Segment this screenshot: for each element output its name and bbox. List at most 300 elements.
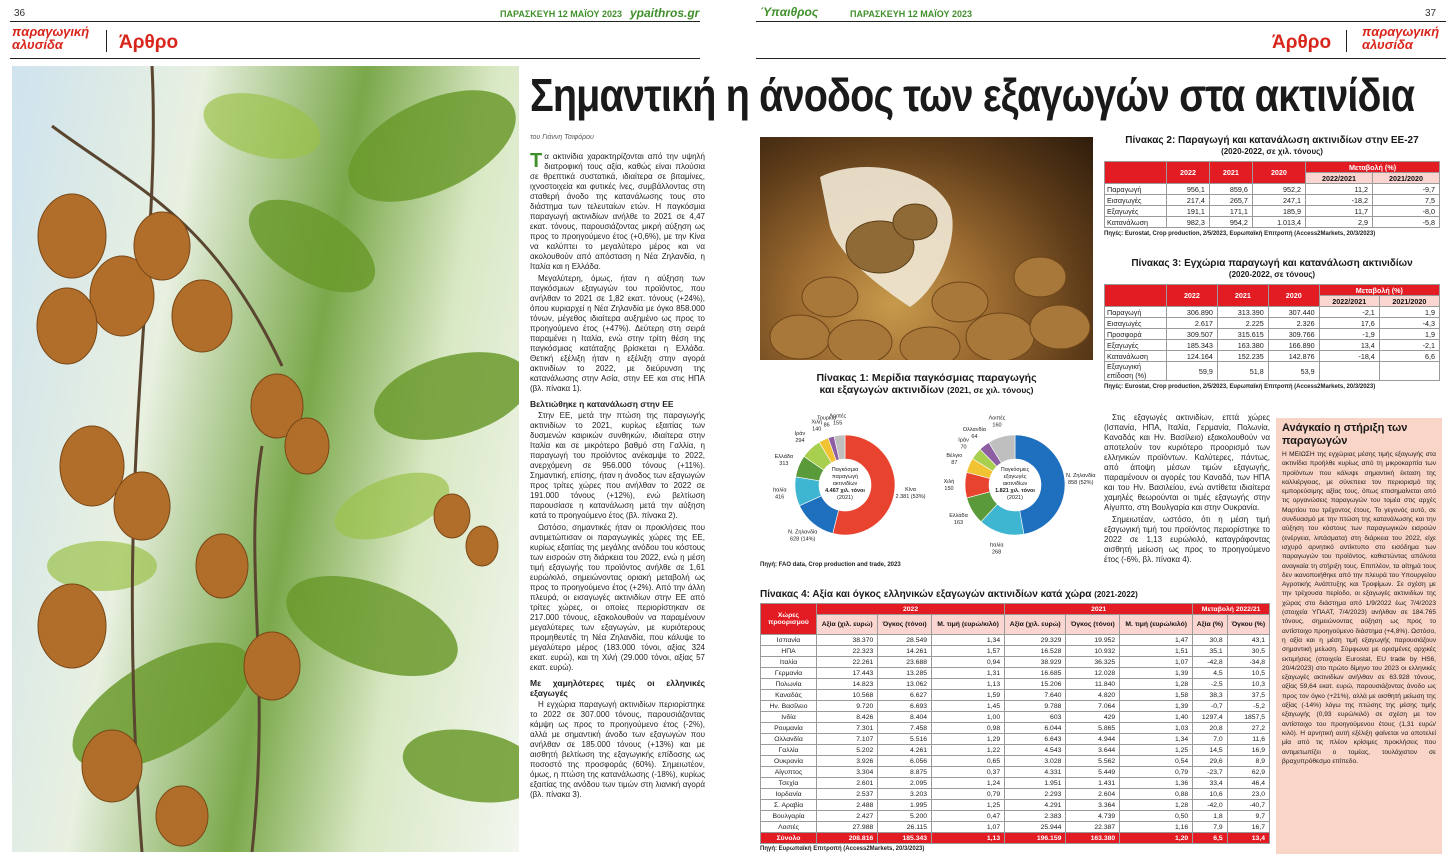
table-4-title-row	[760, 589, 1270, 600]
table-4-cell: 1,34	[932, 635, 1005, 646]
table-4-cell: 7.107	[817, 734, 878, 745]
table-3-year: 2020	[1268, 285, 1319, 307]
right-date: ΠΑΡΑΣΚΕΥΗ 12 ΜΑΪΟΥ 2023	[850, 9, 973, 19]
table-4-year-2022: 2022	[817, 604, 1005, 615]
table-2-cell: 952,2	[1252, 184, 1305, 195]
table-4-cell: 14.823	[817, 679, 878, 690]
table-4-country: Ην. Βασίλειο	[761, 701, 817, 712]
table-4-country: Λοιπές	[761, 822, 817, 833]
table-4-cell: 1,03	[1120, 723, 1193, 734]
table-4-country: Ιορδανία	[761, 789, 817, 800]
table-4-row	[761, 800, 1270, 811]
table-3-cell: 152.235	[1217, 351, 1268, 362]
exports-donut-slice-value: 268	[991, 549, 1002, 556]
table-4	[760, 603, 1270, 844]
table-4-cell: 4.739	[1066, 811, 1120, 822]
article-paragraph-5: Η εγχώρια παραγωγή ακτινιδίων περιορίστηκε το 2022 σε 307.000 τόνους, παρουσιάζοντας κάμψη ως προς το προηγούμενο έτος (-2%), αλλά με σημαντική άνοδο των εξαγωγών που ανήλθαν σε 185.000 τόνους (+13%) και με αισθητή βελτίωση της εξαγωγικής επίδοσης ως ποσοστό της προσφοράς (60%). Σημειωτέον, όμως, η πτώση της κατανάλωσης (-18%), κυρίως εξαιτίας της ανόδου των τιμών στη λιανική αγορά (βλ. πίνακα 3).	[530, 700, 705, 799]
table-2-subtitle: (2020-2022, σε χιλ. τόνους)	[1221, 147, 1323, 156]
table-4-title-unit: (2021-2022)	[1094, 590, 1138, 599]
table-4-cell: 4.543	[1005, 745, 1066, 756]
table-2-change-col: 2022/2021	[1306, 173, 1373, 184]
table-3-title: Πίνακας 3: Εγχώρια παραγωγή και κατανάλωση ακτινιδίων	[1131, 258, 1413, 269]
table-2-row	[1105, 195, 1440, 206]
table-4-change-head: Μεταβολή 2022/21	[1193, 604, 1270, 615]
table-2-title: Πίνακας 2: Παραγωγή και κατανάλωση ακτινιδίων στην ΕΕ-27	[1125, 135, 1419, 146]
kiwi-harvest-photo	[760, 137, 1093, 360]
table-4-cell: 27.988	[817, 822, 878, 833]
table-4-cell: 13.285	[878, 668, 932, 679]
table-4-cell: 1,00	[932, 712, 1005, 723]
table-2-row-label: Παραγωγή	[1105, 184, 1167, 195]
table-3-row-label: Εισαγωγές	[1105, 318, 1167, 329]
production-donut-center-text: (2021)	[837, 495, 853, 501]
table-2-cell: -5,8	[1373, 217, 1440, 228]
sidebox-text: Η ΜΕΙΩΣΗ της εγχώριας μέσης τιμής εξαγωγής στα ακτινίδια προήλθε κυρίως από τη μικροκαρπία των προϊόντων που κάλυψε σημαντική έκταση της καλλιέργειας, με σύνεπεια τον περιορισμό της εμπορεύσιμης αξίας τους, όπως επισημαίνεται από τις οργανώσεις παραγωγών του τομέα στις αρχές Μαρτίου του τρέχοντος έτους. Το γεγονός αυτό, σε συνδυασμό με την πτώση της κατανάλωσης και την αύξηση του κόστους των παραγωγικών εισροών (ενέργεια, λιπάσματα) στη διάρκεια του 2022, είχε ισχυρό αρνητικό αντίκτυπο στο εισόδημα των παραγωγών του προϊόντος, καθιστώντας απόλυτα αναγκαία τη στήριξη τους. Επιπλέον, τα αίτημά τους δεν ικανοποιήθηκε από την πλευρά του Υπουργείου Αγροτικής Ανάπτυξης και Τροφίμων. Σε σχέση με την τρέχουσα περίοδο, οι εξαγωγές ακτινιδίων της χώρας στο διάστημα από 1/9/2022 έως 7/4/2023 (στοιχεία ΥΠΑΑΤ, 7/4/2023) ανήλθαν σε 184.765 τόνους, σημειώνοντας αύξηση ως προς το αντίστοιχο προηγούμενο διάστημα (+4,8%). Ωστόσο, η αξία και η μέση τιμή εξαγωγής παρουσιάζουν σημαντική μείωση. Σύμφωνα με ορισμένες αρχικές εκτιμήσεις (στοιχεία Eurostat, EU trade by HS6, 20/4/2023) στο πρώτο δίμηνο του 2023 οι ελληνικές εξαγωγές ακτινιδίων ανήλθαν σε 63.928 τόνους, αξίας 59,64 εκατ. ευρώ, παρουσιάζοντας άνοδο ως προς τον όγκο (+21%), αλλά με αισθητή μείωση της αξίας (-14%) λόγω της πτώσης της μέσης τιμής εξαγωγής (0,93 ευρώ/κιλό) σε σχέση με τον αντίστοιχο του προηγούμενου έτους (1,31 ευρώ/κιλό). Η αρνητική αυτή εξέλιξη φαίνεται να αποτελεί μία από τις πλέον κρίσιμες προκλήσεις που αντιμετωπίζει ο τομέας, τουλάχιστον σε βραχυπρόθεσμο επίπεδο.	[1282, 451, 1436, 765]
table-4-row	[761, 679, 1270, 690]
table-4-cell: 1,8	[1193, 811, 1227, 822]
table-4-country: Ρουμανία	[761, 723, 817, 734]
table-4-total-cell: 6,5	[1193, 833, 1227, 844]
table-3	[1104, 284, 1440, 381]
table-3-cell: 51,8	[1217, 362, 1268, 381]
table-4-row	[761, 723, 1270, 734]
table-2-cell: -8,0	[1373, 206, 1440, 217]
table-4-cell: 10.932	[1066, 646, 1120, 657]
table-3-cell: 6,6	[1379, 351, 1439, 362]
table-4-country: Καναδάς	[761, 690, 817, 701]
left-date: ΠΑΡΑΣΚΕΥΗ 12 ΜΑΪΟΥ 2023	[500, 9, 623, 19]
table-4-cell: 4.261	[878, 745, 932, 756]
table-4-cell: 1.951	[1005, 778, 1066, 789]
table-4-cell: -23,7	[1193, 767, 1227, 778]
table-4-row	[761, 734, 1270, 745]
table-3-cell: 1,9	[1379, 307, 1439, 318]
production-donut-slice-label: Λοιπές	[829, 413, 847, 420]
table-2-cell: -18,2	[1306, 195, 1373, 206]
table-4-cell: 1,58	[1120, 690, 1193, 701]
exports-donut-chart	[930, 405, 1100, 565]
table-4-cell: 1,45	[932, 701, 1005, 712]
production-donut-slice-value: 155	[833, 420, 843, 427]
kiwi-vine-illustration	[12, 66, 519, 852]
article-paragraph-6: Στις εξαγωγές ακτινιδίων, επτά χώρες (Ισπανία, ΗΠΑ, Ιταλία, Γερμανία, Πολωνία, Καναδάς και Ην. Βασίλειο) εξακολουθούν να αποτελούν τον κυριότερο προορισμό των ελληνικών προϊόντων. Καλύτερες, πάντως, από άποψη μέσων τιμών εξαγωγής, παραμένουν οι αγορές του Καναδά, των ΗΠΑ και του Ην. Βασιλείου, ενώ αντίθετα ιδιαίτερα χαμηλές θεωρούνται οι τιμές εξαγωγής στην Αίγυπτο, στη Βουλγαρία και στην Ουκρανία.	[1104, 413, 1270, 512]
table-2-year: 2021	[1209, 162, 1252, 184]
table-4-cell: 1,13	[932, 679, 1005, 690]
exports-donut-slice-label: Ολλανδία	[962, 426, 986, 433]
exports-donut-slice-value: 150	[944, 486, 954, 493]
table-4-cell: 29.329	[1005, 635, 1066, 646]
brand-line-2: αλυσίδα	[12, 37, 63, 52]
table-4-cell: -42,0	[1193, 800, 1227, 811]
table-3-row	[1105, 362, 1440, 381]
table-4-subhead: Μ. τιμή (ευρώ/κιλό)	[932, 615, 1005, 635]
table-4-dest-head: Χώρες προορισμού	[761, 604, 817, 635]
table-2-cell: -9,7	[1373, 184, 1440, 195]
table-4-row	[761, 668, 1270, 679]
table-2-row-label: Κατανάλωση	[1105, 217, 1167, 228]
table-4-cell: -5,2	[1227, 701, 1269, 712]
table-3-cell: 2.617	[1167, 318, 1218, 329]
kiwi-vine-photo	[12, 66, 519, 852]
table-2-cell: 2,9	[1306, 217, 1373, 228]
table-3-cell: -18,4	[1319, 351, 1379, 362]
table-4-cell: 46,4	[1227, 778, 1269, 789]
table-3-cell: 59,9	[1167, 362, 1218, 381]
production-donut-center-text: Παγκόσμια	[831, 467, 859, 473]
table-4-cell: 30,8	[1193, 635, 1227, 646]
table-2-cell: 171,1	[1209, 206, 1252, 217]
table-4-cell: 1857,5	[1227, 712, 1269, 723]
table-4-cell: 3.203	[878, 789, 932, 800]
table-4-cell: 5.865	[1066, 723, 1120, 734]
table-3-subtitle: (2020-2022, σε τόνους)	[1228, 270, 1316, 279]
table-4-cell: 28.549	[878, 635, 932, 646]
table-4-cell: 33,4	[1193, 778, 1227, 789]
table-3-cell: 142.876	[1268, 351, 1319, 362]
table-4-total-label: Σύνολο	[761, 833, 817, 844]
table-4-block	[760, 589, 1270, 852]
table-4-cell: 11.840	[1066, 679, 1120, 690]
table-2-cell: 954,2	[1209, 217, 1252, 228]
table-4-cell: 1,34	[1120, 734, 1193, 745]
table-4-row	[761, 811, 1270, 822]
table-4-cell: 1,51	[1120, 646, 1193, 657]
table-4-cell: 62,9	[1227, 767, 1269, 778]
table-4-cell: 7,0	[1193, 734, 1227, 745]
chart-source: Πηγή: FAO data, Crop production and trade, 2023	[760, 562, 901, 568]
table-4-row	[761, 756, 1270, 767]
table-4-country: Σ. Αραβία	[761, 800, 817, 811]
table-4-row	[761, 789, 1270, 800]
production-donut-slice-label: Ν. Ζηλανδία	[787, 529, 818, 536]
table-4-cell: 9.720	[817, 701, 878, 712]
table-4-cell: 2.604	[1066, 789, 1120, 800]
table-4-cell: -42,8	[1193, 657, 1227, 668]
article-paragraph-1: α ακτινίδια χαρακτηρίζονται από την υψηλή διατροφική τους αξία, καθώς είναι πλούσια σε θρεπτικά συστατικά, ιδιαίτερα σε βιταμίνες, ιχνοστοιχεία και φυτικές ίνες, συμβάλλοντας στη σταθερή άνοδο της κατανάλωσης τους στο διάστημα των τελευταίων ετών. Η παγκόσμια παραγωγή ακτινιδίων ανήλθε το 2021 σε 4,47 εκατ. τόνους, παρουσιάζοντας μικρή αύξηση ως προς το προηγούμενο έτος (+0,6%), με την Κίνα να καλύπτει το μεγαλύτερο μέρος και να ακολουθούν από απόσταση η Νέα Ζηλανδία, η Ιταλία και η Ελλάδα.	[530, 152, 705, 271]
table-4-cell: 29,6	[1193, 756, 1227, 767]
table-4-row	[761, 767, 1270, 778]
table-3-cell: 124.164	[1167, 351, 1218, 362]
table-4-country: ΗΠΑ	[761, 646, 817, 657]
table-2-row	[1105, 217, 1440, 228]
table-2-cell: 1.013,4	[1252, 217, 1305, 228]
table-4-country: Τσεχία	[761, 778, 817, 789]
table-4-cell: 0,47	[932, 811, 1005, 822]
table-4-cell: 22.261	[817, 657, 878, 668]
table-2-cell: 191,1	[1167, 206, 1210, 217]
table-4-cell: -40,7	[1227, 800, 1269, 811]
table-3-cell: 53,9	[1268, 362, 1319, 381]
table-3-cell: 2.326	[1268, 318, 1319, 329]
table-4-total-cell: 208.816	[817, 833, 878, 844]
production-donut-slice-value: 313	[779, 461, 789, 468]
exports-donut-slice-label: Ιταλία	[989, 542, 1004, 549]
table-2-change-head: Μεταβολή (%)	[1306, 162, 1440, 173]
left-section-brand	[12, 25, 89, 51]
table-2-block	[1104, 135, 1440, 237]
left-header-rule	[10, 21, 700, 22]
table-3-cell: 185.343	[1167, 340, 1218, 351]
table-2-source: Πηγές: Eurostat, Crop production, 2/5/2023, Ευρωπαϊκή Επιτροπή (Access2Markets, 20/3/2023)	[1104, 231, 1376, 237]
table-4-cell: 14,5	[1193, 745, 1227, 756]
table-3-source: Πηγές: Eurostat, Crop production, 2/5/2023, Ευρωπαϊκή Επιτροπή (Access2Markets, 20/3/2023)	[1104, 384, 1376, 390]
production-donut-slice-value: 628 (14%)	[790, 536, 816, 543]
table-4-cell: 3.028	[1005, 756, 1066, 767]
table-4-cell: 11,6	[1227, 734, 1269, 745]
exports-donut-center-text: (2021)	[1007, 495, 1023, 501]
table-4-subhead: Όγκος (τόνοι)	[878, 615, 932, 635]
production-donut-slice-value: 2.381 (53%)	[895, 494, 926, 501]
table-4-cell: 4,5	[1193, 668, 1227, 679]
table-4-cell: 1.431	[1066, 778, 1120, 789]
table-4-cell: 2.601	[817, 778, 878, 789]
table-4-cell: 7.458	[878, 723, 932, 734]
table-4-subhead: Αξία (χιλ. ευρώ)	[1005, 615, 1066, 635]
brand-line-2: αλυσίδα	[1362, 37, 1413, 52]
table-4-cell: 1,16	[1120, 822, 1193, 833]
exports-donut-center-text: 1.821 χιλ. τόνοι	[995, 488, 1035, 494]
exports-donut-slice-label: Ελλάδα	[949, 513, 968, 520]
table-3-cell: -1,9	[1319, 329, 1379, 340]
table-3-cell: 307.440	[1268, 307, 1319, 318]
table-3-cell	[1319, 362, 1379, 381]
table-4-cell: 603	[1005, 712, 1066, 723]
table-4-total-cell: 1,13	[932, 833, 1005, 844]
table-4-cell: 7.640	[1005, 690, 1066, 701]
table-4-cell: 1,25	[932, 800, 1005, 811]
table-2-cell: 11,7	[1306, 206, 1373, 217]
table-4-total-cell: 163.380	[1066, 833, 1120, 844]
table-4-cell: 20,8	[1193, 723, 1227, 734]
table-3-cell: 315.615	[1217, 329, 1268, 340]
left-header-divider	[106, 30, 107, 52]
production-donut-chart	[760, 405, 930, 565]
table-4-cell: 5.449	[1066, 767, 1120, 778]
table-4-cell: 1,31	[932, 668, 1005, 679]
table-4-total-cell: 1,20	[1120, 833, 1193, 844]
article-paragraph-4: Ωστόσο, σημαντικές ήταν οι προκλήσεις που αντιμετώπισαν οι παραγωγικές χώρες της ΕΕ, κυρίως εξαιτίας της μεγάλης ανόδου του κόστους των εισροών στη διάρκεια του 2022, ενώ η μέση τιμή εξαγωγής του προϊόντος ανήλθε σε 1,61 ευρώ/κιλό, σημειώνοντας οριακή μεταβολή ως προς το προηγούμενο έτος (+2%). Από την άλλη πλευρά, οι εισαγωγές ακτινιδίων στην ΕΕ από τρίτες χώρες, οι οποίες περιορίστηκαν σε 217.000 τόνους, εξακολουθούν να παραμένουν μεγαλύτερες των εξαγωγών, με κυριότερους προμηθευτές τη Νέα Ζηλανδία, που κάλυψε το μεγαλύτερο μέρος (183.000 τόνοι, αξίας 324 εκατ. ευρώ), και τη Χιλή (29.000 τόνοι, αξίας 57 εκατ. ευρώ).	[530, 523, 705, 672]
table-4-cell: 37,5	[1227, 690, 1269, 701]
table-3-row	[1105, 351, 1440, 362]
table-4-cell: 4.291	[1005, 800, 1066, 811]
table-4-cell: 2.427	[817, 811, 878, 822]
table-4-total-row	[761, 833, 1270, 844]
table-4-cell: 26.115	[878, 822, 932, 833]
table-4-cell: 1,29	[932, 734, 1005, 745]
subhead-eu-consumption: Βελτιώθηκε η κατανάλωση στην ΕΕ	[530, 399, 674, 409]
right-page-number: 37	[1425, 8, 1437, 19]
table-4-cell: 27,2	[1227, 723, 1269, 734]
table-2-row-label: Εξαγωγές	[1105, 206, 1167, 217]
table-2-cell: 982,3	[1167, 217, 1210, 228]
table-4-row	[761, 690, 1270, 701]
table-4-country: Γερμανία	[761, 668, 817, 679]
exports-donut-slice-value: 858 (52%)	[1068, 480, 1094, 487]
right-section-title: Άρθρο	[1272, 32, 1332, 53]
table-4-cell: 9,7	[1227, 811, 1269, 822]
table-4-cell: 1,39	[1120, 668, 1193, 679]
article-paragraph-2: Μεγαλύτερη, όμως, ήταν η αύξηση των παγκόσμιων εξαγωγών του προϊόντος, που ανήλθαν το 2021 σε 1,82 εκατ. τόνους (+24%), όπου κυριαρχεί η Νέα Ζηλανδία με όγκο 858.000 τόνων, μέγεθος ιδιαίτερα αυξημένο ως προς το προηγούμενο έτος (+47%). Δεύτερη στη σειρά παραμένει η Ιταλία, ενώ στην τρίτη θέση της παγκόσμιας κατάταξης βρίσκεται η Ελλάδα. Θετική εξέλιξη ήταν η εξέλιξη στην αγορά ακτινιδίων το 2022, με διεύρυνση της κατανάλωσης στην Ασία, στην ΕΕ και στις ΗΠΑ (βλ. πίνακα 1).	[530, 274, 705, 393]
table-3-cell: -2,1	[1379, 340, 1439, 351]
table-4-cell: 6.044	[1005, 723, 1066, 734]
table-4-row	[761, 646, 1270, 657]
right-section-brand	[1362, 25, 1439, 51]
table-4-cell: 0,54	[1120, 756, 1193, 767]
table-4-cell: 22.387	[1066, 822, 1120, 833]
table-4-cell: 0,79	[932, 789, 1005, 800]
table-4-title: Πίνακας 4: Αξία και όγκος ελληνικών εξαγωγών ακτινιδίων κατά χώρα	[760, 589, 1092, 600]
article-paragraph-3: Στην ΕΕ, μετά την πτώση της παραγωγής ακτινιδίων το 2021, κυρίως εξαιτίας των δυσμενών καιρικών συνθηκών, ιδιαίτερα στην Ιταλία και σε μικρότερο βαθμό στη Γαλλία, η παραγωγή του προϊόντος ανέκαμψε το 2022, ανερχόμενη σε 956.000 τόνους (+11%). Σημαντική, επίσης, ήταν η άνοδος των εξαγωγών προς τρίτες χώρες που ανήλθαν το 2022 σε 191.000 τόνους (+12%), ενώ βελτίωση παρουσίασε η κατανάλωση μετά την αύξηση κατά το προηγούμενο έτος (βλ. πίνακα 2).	[530, 411, 705, 520]
table-4-cell: 9.788	[1005, 701, 1066, 712]
table-4-cell: 8.426	[817, 712, 878, 723]
table-4-cell: 1.995	[878, 800, 932, 811]
exports-donut-slice-label: Ν. Ζηλανδία	[1065, 473, 1096, 480]
table-4-cell: 22.323	[817, 646, 878, 657]
table-2-year: 2020	[1252, 162, 1305, 184]
exports-donut-slice-value: 160	[992, 422, 1002, 429]
article-column-1	[530, 152, 705, 852]
table-4-cell: 14.261	[878, 646, 932, 657]
exports-donut-slice-value: 163	[953, 520, 964, 527]
table-2-cell: 7,5	[1373, 195, 1440, 206]
table-4-cell: 8.404	[878, 712, 932, 723]
table-4-cell: 4.820	[1066, 690, 1120, 701]
table-4-cell: 5.562	[1066, 756, 1120, 767]
table-4-cell: 1,47	[1120, 635, 1193, 646]
table-4-row	[761, 635, 1270, 646]
table-2-change-col: 2021/2020	[1373, 173, 1440, 184]
production-donut-center-text: 4.467 χιλ. τόνοι	[825, 488, 865, 494]
table-4-cell: 5.202	[817, 745, 878, 756]
table-3-row	[1105, 340, 1440, 351]
exports-donut-slice-label: Χιλή	[943, 479, 955, 486]
table-4-cell: 7,9	[1193, 822, 1227, 833]
table-4-cell: 16,7	[1227, 822, 1269, 833]
table-4-cell: 2.383	[1005, 811, 1066, 822]
production-donut-slice-label: Τουρκία	[817, 415, 837, 422]
table-4-cell: 10.568	[817, 690, 878, 701]
table-4-cell: 4.944	[1066, 734, 1120, 745]
article-column-2	[1104, 413, 1270, 583]
table-3-cell: 13,4	[1319, 340, 1379, 351]
table-4-total-cell: 196.159	[1005, 833, 1066, 844]
table-4-cell: 1,39	[1120, 701, 1193, 712]
table-2-cell: 265,7	[1209, 195, 1252, 206]
table-4-row	[761, 778, 1270, 789]
table-3-block	[1104, 258, 1440, 390]
table-4-cell: -34,8	[1227, 657, 1269, 668]
table-4-cell: 1,07	[1120, 657, 1193, 668]
table-4-cell: 35,1	[1193, 646, 1227, 657]
table-4-cell: 2.095	[878, 778, 932, 789]
table-4-subhead: Αξία (%)	[1193, 615, 1227, 635]
table-4-cell: 1,07	[932, 822, 1005, 833]
table-3-year: 2022	[1167, 285, 1218, 307]
table-3-row	[1105, 318, 1440, 329]
table-3-corner	[1105, 285, 1167, 307]
sidebox-title: Ανάγκαίο η στήριξη των παραγωγών	[1282, 422, 1408, 447]
table-4-source: Πηγή: Ευρωπαϊκή Επιτροπή (Access2Markets, 20/3/2023)	[760, 846, 925, 852]
table-3-row	[1105, 329, 1440, 340]
table-4-country: Ινδία	[761, 712, 817, 723]
table-4-cell: 6.056	[878, 756, 932, 767]
table-4-cell: 6.693	[878, 701, 932, 712]
table-4-cell: 16.685	[1005, 668, 1066, 679]
table-4-country: Πολωνία	[761, 679, 817, 690]
table-4-country: Ουκρανία	[761, 756, 817, 767]
table-4-row	[761, 822, 1270, 833]
table-4-subhead: Μ. τιμή (ευρώ/κιλό)	[1120, 615, 1193, 635]
table-4-cell: 0,50	[1120, 811, 1193, 822]
table-4-cell: 15.206	[1005, 679, 1066, 690]
table-4-cell: 2.488	[817, 800, 878, 811]
table-4-cell: 38,3	[1193, 690, 1227, 701]
exports-donut-slice-label: Λοιπές	[988, 415, 1006, 422]
table-3-cell: -2,1	[1319, 307, 1379, 318]
table-4-cell: 0,94	[932, 657, 1005, 668]
table-4-cell: 2.537	[817, 789, 878, 800]
table-3-cell: 2.225	[1217, 318, 1268, 329]
table-4-cell: 30,5	[1227, 646, 1269, 657]
table-4-country: Αίγυπτος	[761, 767, 817, 778]
table-4-cell: 16.528	[1005, 646, 1066, 657]
table-3-cell: 309.507	[1167, 329, 1218, 340]
table-4-cell: 3.304	[817, 767, 878, 778]
table-4-country: Ολλανδία	[761, 734, 817, 745]
table-2-row-label: Εισαγωγές	[1105, 195, 1167, 206]
table-4-cell: 25.944	[1005, 822, 1066, 833]
table-4-country: Ιταλία	[761, 657, 817, 668]
table-4-cell: 429	[1066, 712, 1120, 723]
table-3-change-col: 2022/2021	[1319, 296, 1379, 307]
right-site-logo: Ύπαιθρος	[760, 5, 819, 19]
right-header-rule	[756, 21, 1446, 22]
right-header-rule-2	[756, 58, 1446, 59]
table-4-cell: 10,3	[1227, 679, 1269, 690]
left-site-logo: ypaithros.gr	[630, 6, 700, 20]
table-4-row	[761, 701, 1270, 712]
left-page-number: 36	[14, 8, 26, 19]
table-2-row	[1105, 184, 1440, 195]
table-4-subhead: Όγκος (τόνοι)	[1066, 615, 1120, 635]
table-4-cell: 5.516	[878, 734, 932, 745]
table-4-cell: 23.688	[878, 657, 932, 668]
table-4-cell: 1,24	[932, 778, 1005, 789]
table-4-total-cell: 185.343	[878, 833, 932, 844]
table-3-row-label: Προσφορά	[1105, 329, 1167, 340]
table-4-cell: 13.062	[878, 679, 932, 690]
right-header-divider	[1346, 30, 1347, 52]
table-4-cell: 1297,4	[1193, 712, 1227, 723]
table-4-cell: 3.364	[1066, 800, 1120, 811]
table-2-cell: 956,1	[1167, 184, 1210, 195]
table-4-cell: 1,28	[1120, 800, 1193, 811]
table-4-cell: -0,7	[1193, 701, 1227, 712]
table-2-cell: 217,4	[1167, 195, 1210, 206]
exports-donut-slice-label: Βέλγιο	[946, 452, 963, 459]
table-4-cell: 2.293	[1005, 789, 1066, 800]
table-3-cell	[1379, 362, 1439, 381]
chart-title-line-1: Πίνακας 1: Μερίδια παγκόσμιας παραγωγής	[816, 372, 1037, 384]
table-4-subhead: Όγκου (%)	[1227, 615, 1269, 635]
table-4-cell: 0,98	[932, 723, 1005, 734]
table-4-cell: 5.200	[878, 811, 932, 822]
table-4-cell: 1,40	[1120, 712, 1193, 723]
table-3-change-head: Μεταβολή (%)	[1319, 285, 1439, 296]
table-2-corner	[1105, 162, 1167, 184]
table-3-cell: 1,9	[1379, 329, 1439, 340]
table-2-cell: 11,2	[1306, 184, 1373, 195]
